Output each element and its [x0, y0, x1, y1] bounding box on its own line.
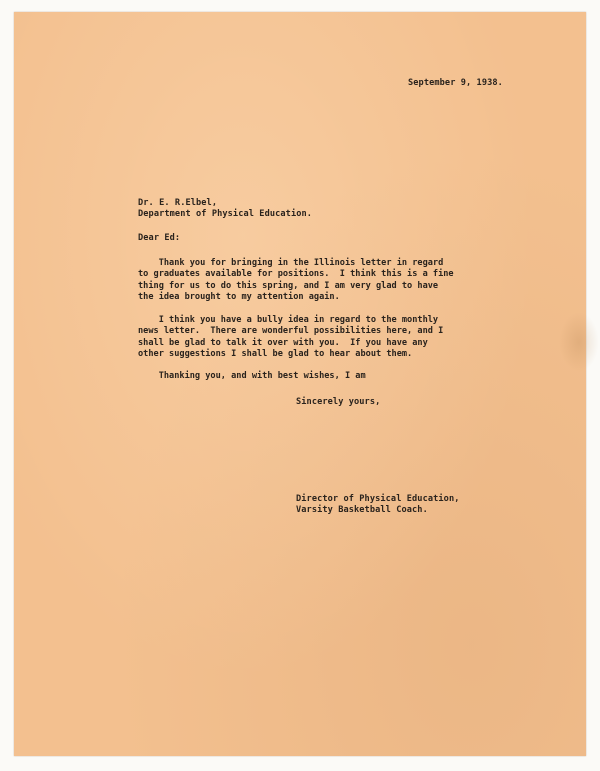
recipient-department: Department of Physical Education. — [138, 209, 313, 219]
paragraph-1 — [138, 258, 454, 304]
paragraph-line: Thanking you, and with best wishes, I am — [138, 371, 366, 381]
paragraph-line: the idea brought to my attention again. — [138, 292, 340, 303]
signature-subtitle: Varsity Basketball Coach. — [296, 505, 428, 515]
paper-stain — [559, 312, 599, 372]
letter-date: September 9, 1938. — [408, 78, 503, 88]
paragraph-line: news letter. There are wonderful possibilities here, and I — [138, 326, 444, 337]
paragraph-line: other suggestions I shall be glad to hear about them. — [138, 349, 413, 360]
paragraph-line: shall be glad to talk it over with you. If you have any — [138, 337, 428, 348]
closing: Sincerely yours, — [296, 397, 381, 407]
signature-title: Director of Physical Education, — [296, 494, 460, 504]
recipient-name: Dr. E. R.Elbel, — [138, 198, 218, 208]
paragraph-line: thing for us to do this spring, and I am very glad to have — [138, 280, 439, 291]
paragraph-3 — [138, 371, 366, 382]
letter-page — [14, 12, 586, 756]
paragraph-line: to graduates available for positions. I think this is a fine — [138, 269, 454, 280]
paragraph-line: I think you have a bully idea in regard to the monthly — [138, 315, 439, 325]
paragraph-line: Thank you for bringing in the Illinois letter in regard — [138, 258, 444, 268]
salutation: Dear Ed: — [138, 233, 181, 243]
paragraph-2 — [138, 315, 443, 361]
